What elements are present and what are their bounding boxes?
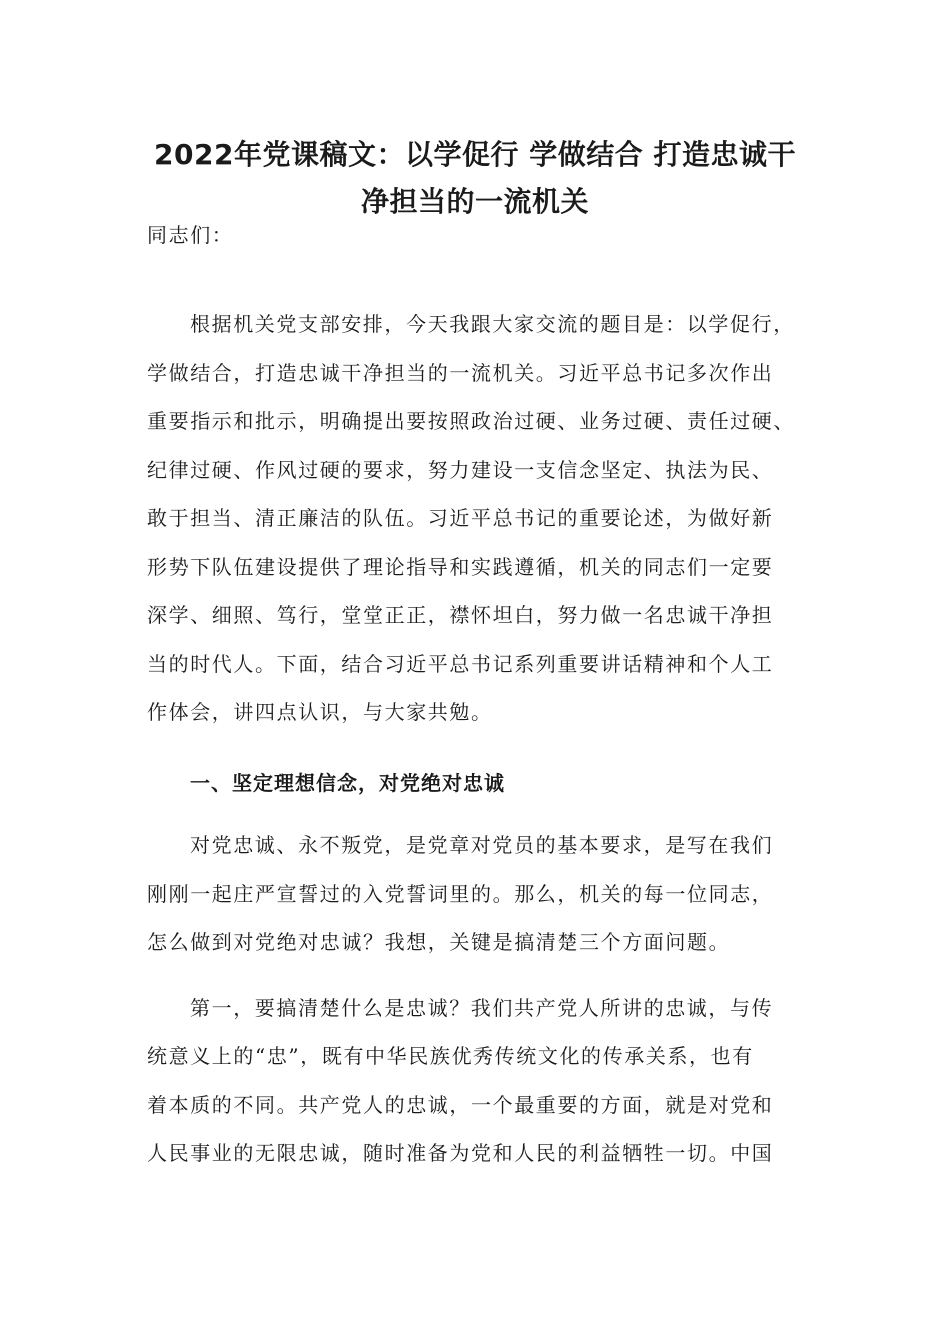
document-title-line-2: 净担当的一流机关 [360, 185, 589, 218]
paragraph-line: 人民事业的无限忠诚，随时准备为党和人民的利益牺牲一切。中国 [147, 1141, 774, 1165]
paragraph-line: 纪律过硬、作风过硬的要求，努力建设一支信念坚定、执法为民、 [147, 458, 774, 482]
paragraph-line: 当的时代人。下面，结合习近平总书记系列重要讲话精神和个人工 [147, 652, 774, 676]
paragraph-line: 作体会，讲四点认识，与大家共勉。 [147, 700, 493, 724]
paragraph-line: 统意义上的“忠”，既有中华民族优秀传统文化的传承关系，也有 [147, 1044, 754, 1068]
paragraph-line: 深学、细照、笃行，堂堂正正，襟怀坦白，努力做一名忠诚干净担 [147, 603, 774, 627]
paragraph-line: 刚刚一起庄严宣誓过的入党誓词里的。那么，机关的每一位同志， [147, 882, 774, 906]
paragraph-line: 怎么做到对党绝对忠诚？我想，关键是搞清楚三个方面问题。 [147, 930, 731, 954]
document-title-line-1: 2022年党课稿文：以学促行 学做结合 打造忠诚干 [154, 138, 796, 171]
salutation: 同志们： [147, 223, 234, 247]
paragraph-line: 第一，要搞清楚什么是忠诚？我们共产党人所讲的忠诚，与传 [190, 996, 774, 1020]
paragraph-line: 着本质的不同。共产党人的忠诚，一个最重要的方面，就是对党和 [147, 1093, 774, 1117]
paragraph-line: 敢于担当、清正廉洁的队伍。习近平总书记的重要论述，为做好新 [147, 506, 774, 530]
section-heading: 一、坚定理想信念，对党绝对忠诚 [190, 771, 505, 795]
paragraph-line: 学做结合，打造忠诚干净担当的一流机关。习近平总书记多次作出 [147, 361, 774, 385]
paragraph-line: 形势下队伍建设提供了理论指导和实践遵循，机关的同志们一定要 [147, 555, 774, 579]
paragraph-line: 重要指示和批示，明确提出要按照政治过硬、业务过硬、责任过硬、 [147, 409, 795, 433]
paragraph-line: 根据机关党支部安排，今天我跟大家交流的题目是：以学促行， [190, 312, 795, 336]
paragraph-line: 对党忠诚、永不叛党，是党章对党员的基本要求，是写在我们 [190, 833, 774, 857]
